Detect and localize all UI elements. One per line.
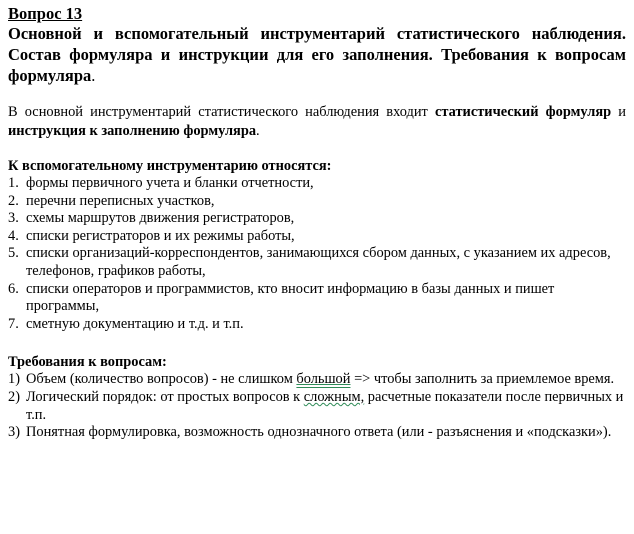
- item-number: 6.: [8, 280, 19, 297]
- heading-text: Основной и вспомогательный инструментарий статистического наблюдения. Состав формуляра и инструкции для его заполнения. Требования к вопросам формуляра: [8, 24, 626, 85]
- item-text-c: => чтобы заполнить за приемлемое время.: [350, 371, 615, 388]
- list-item: [8, 245, 626, 280]
- list-item: [8, 424, 626, 442]
- item-number: 5.: [8, 245, 19, 262]
- item-number: 2): [8, 388, 20, 405]
- item-number: 2.: [8, 192, 19, 209]
- aux-section-title: К вспомогательному инструментарию относятся:: [8, 158, 332, 174]
- item-text-a: Понятная формулировка, возможность однозначного ответа (или - разъяснения и «подсказки»).: [26, 424, 612, 441]
- list-item: [8, 371, 626, 389]
- item-text: перечни переписных участков,: [26, 192, 215, 209]
- list-item: [8, 389, 626, 424]
- item-text-a: Объем (количество вопросов) - не слишком: [26, 371, 297, 388]
- item-text: списки организаций-корреспондентов, занимающихся сбором данных, с указанием их адресов, телефонов, графиков работы,: [26, 245, 611, 279]
- item-number: 1.: [8, 175, 19, 191]
- list-item: [8, 281, 626, 316]
- req-list: [8, 371, 626, 441]
- item-text-b: большой: [296, 371, 351, 388]
- intro-part3: .: [256, 123, 260, 139]
- list-item: [8, 316, 626, 334]
- list-item: [8, 193, 626, 211]
- question-heading: [8, 23, 626, 86]
- intro-paragraph: [8, 103, 626, 141]
- item-number: 4.: [8, 227, 19, 244]
- question-title: Вопрос 13: [8, 4, 83, 23]
- intro-part1: В основной инструментарий статистического наблюдения входит: [8, 104, 436, 120]
- list-item: [8, 228, 626, 246]
- item-number: 3.: [8, 210, 19, 227]
- item-number: 3): [8, 424, 20, 441]
- list-item: [8, 210, 626, 228]
- intro-part2: и: [611, 104, 626, 120]
- item-text: сметную документацию и т.д. и т.п.: [26, 315, 244, 332]
- item-text: списки операторов и программистов, кто вносит информацию в базы данных и пишет программы,: [26, 280, 555, 315]
- item-number: 1): [8, 371, 20, 388]
- aux-list: [8, 175, 626, 333]
- intro-bold2: инструкция к заполнению формуляра: [8, 123, 257, 139]
- spacer: [8, 333, 626, 350]
- intro-bold1: статистический формуляр: [435, 104, 612, 120]
- item-text: списки регистраторов и их режимы работы,: [26, 227, 295, 244]
- req-section-title: Требования к вопросам:: [8, 354, 167, 371]
- item-text-a: Логический порядок: от простых вопросов к: [26, 388, 304, 405]
- item-text: схемы маршрутов движения регистраторов,: [26, 210, 295, 227]
- item-text-b: сложным,: [303, 388, 365, 405]
- list-item: [8, 175, 626, 193]
- item-text: формы первичного учета и бланки отчетности,: [26, 175, 314, 191]
- item-number: 7.: [8, 315, 19, 332]
- heading-end: .: [91, 66, 96, 85]
- item-text-c: расчетные показатели после первичных и т.п.: [26, 388, 624, 423]
